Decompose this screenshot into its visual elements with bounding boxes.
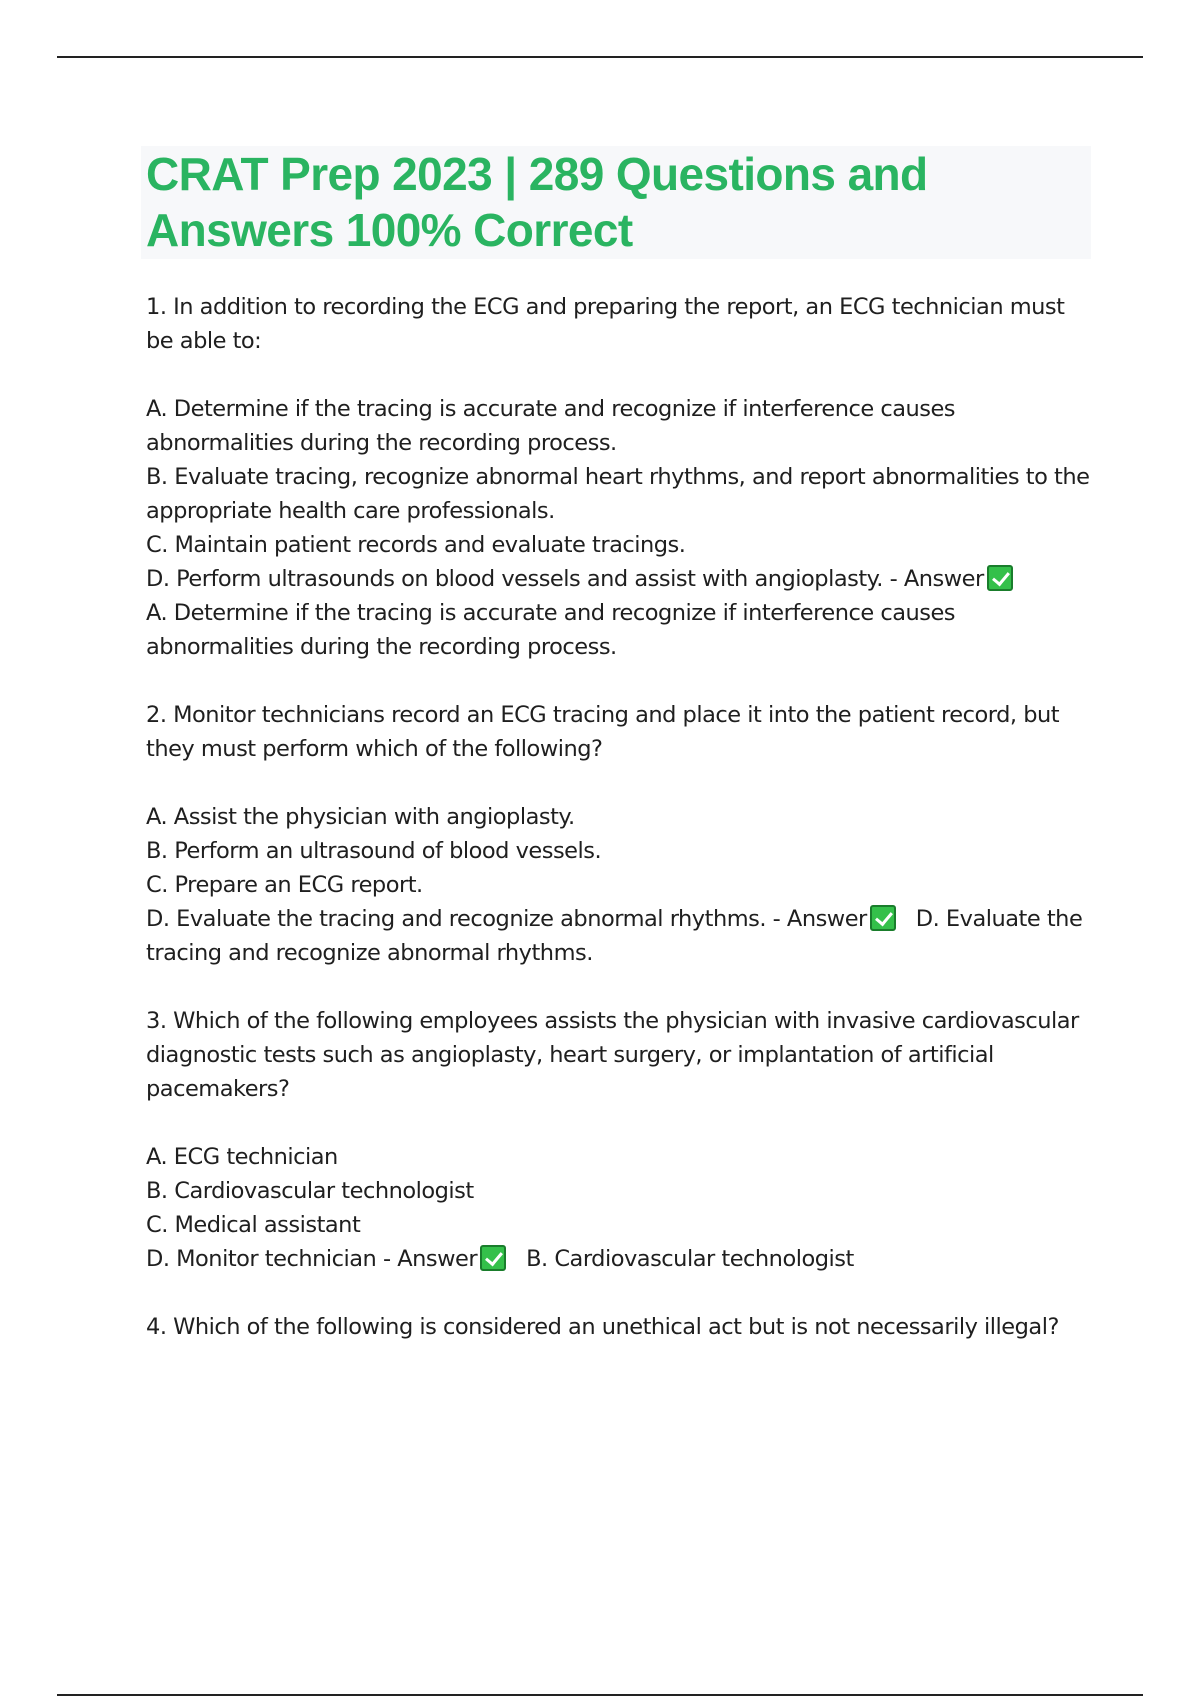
option-c: C. Prepare an ECG report. bbox=[146, 872, 423, 898]
option-d-with-answer bbox=[146, 1242, 1096, 1276]
question-1 bbox=[146, 290, 1096, 664]
option-b: B. Perform an ultrasound of blood vessels. bbox=[146, 838, 602, 864]
option-a: A. ECG technician bbox=[146, 1144, 338, 1170]
question-4 bbox=[146, 1310, 1096, 1344]
question-text: 4. Which of the following is considered an unethical act but is not necessarily illegal? bbox=[146, 1314, 1059, 1340]
question-3 bbox=[146, 1004, 1096, 1276]
check-mark-icon bbox=[870, 905, 896, 931]
answer-text: A. Determine if the tracing is accurate and recognize if interference causes abnormalities during the recording process. bbox=[146, 600, 956, 660]
option-c: C. Medical assistant bbox=[146, 1212, 361, 1238]
option-d-with-answer bbox=[146, 902, 1096, 970]
option-d: D. Perform ultrasounds on blood vessels and assist with angioplasty. - Answer bbox=[146, 566, 984, 592]
question-text: 3. Which of the following employees assists the physician with invasive cardiovascular diagnostic tests such as angioplasty, heart surgery, or implantation of artificial pacemakers? bbox=[146, 1008, 1079, 1102]
document-body bbox=[146, 290, 1096, 1378]
option-b: B. Cardiovascular technologist bbox=[146, 1178, 474, 1204]
option-d: D. Evaluate the tracing and recognize abnormal rhythms. - Answer bbox=[146, 906, 867, 932]
question-2 bbox=[146, 698, 1096, 970]
question-text: 2. Monitor technicians record an ECG tracing and place it into the patient record, but they must perform which of the following? bbox=[146, 702, 1060, 762]
question-text: 1. In addition to recording the ECG and preparing the report, an ECG technician must be able to: bbox=[146, 294, 1065, 354]
option-d-with-answer bbox=[146, 562, 1096, 596]
answer-text: D. Evaluate the tracing and recognize abnormal rhythms. bbox=[146, 906, 1083, 966]
option-a: A. Determine if the tracing is accurate and recognize if interference causes abnormalities during the recording process. bbox=[146, 396, 956, 456]
answer-text: B. Cardiovascular technologist bbox=[526, 1246, 854, 1272]
option-c: C. Maintain patient records and evaluate tracings. bbox=[146, 532, 686, 558]
top-rule bbox=[57, 56, 1143, 58]
bottom-rule bbox=[57, 1694, 1143, 1696]
check-mark-icon bbox=[987, 565, 1013, 591]
document-title: CRAT Prep 2023 | 289 Questions and Answers 100% Correct bbox=[146, 148, 928, 256]
option-b: B. Evaluate tracing, recognize abnormal heart rhythms, and report abnormalities to the appropriate health care professionals. bbox=[146, 464, 1090, 524]
option-d: D. Monitor technician - Answer bbox=[146, 1246, 478, 1272]
option-a: A. Assist the physician with angioplasty. bbox=[146, 804, 575, 830]
check-mark-icon bbox=[480, 1245, 506, 1271]
